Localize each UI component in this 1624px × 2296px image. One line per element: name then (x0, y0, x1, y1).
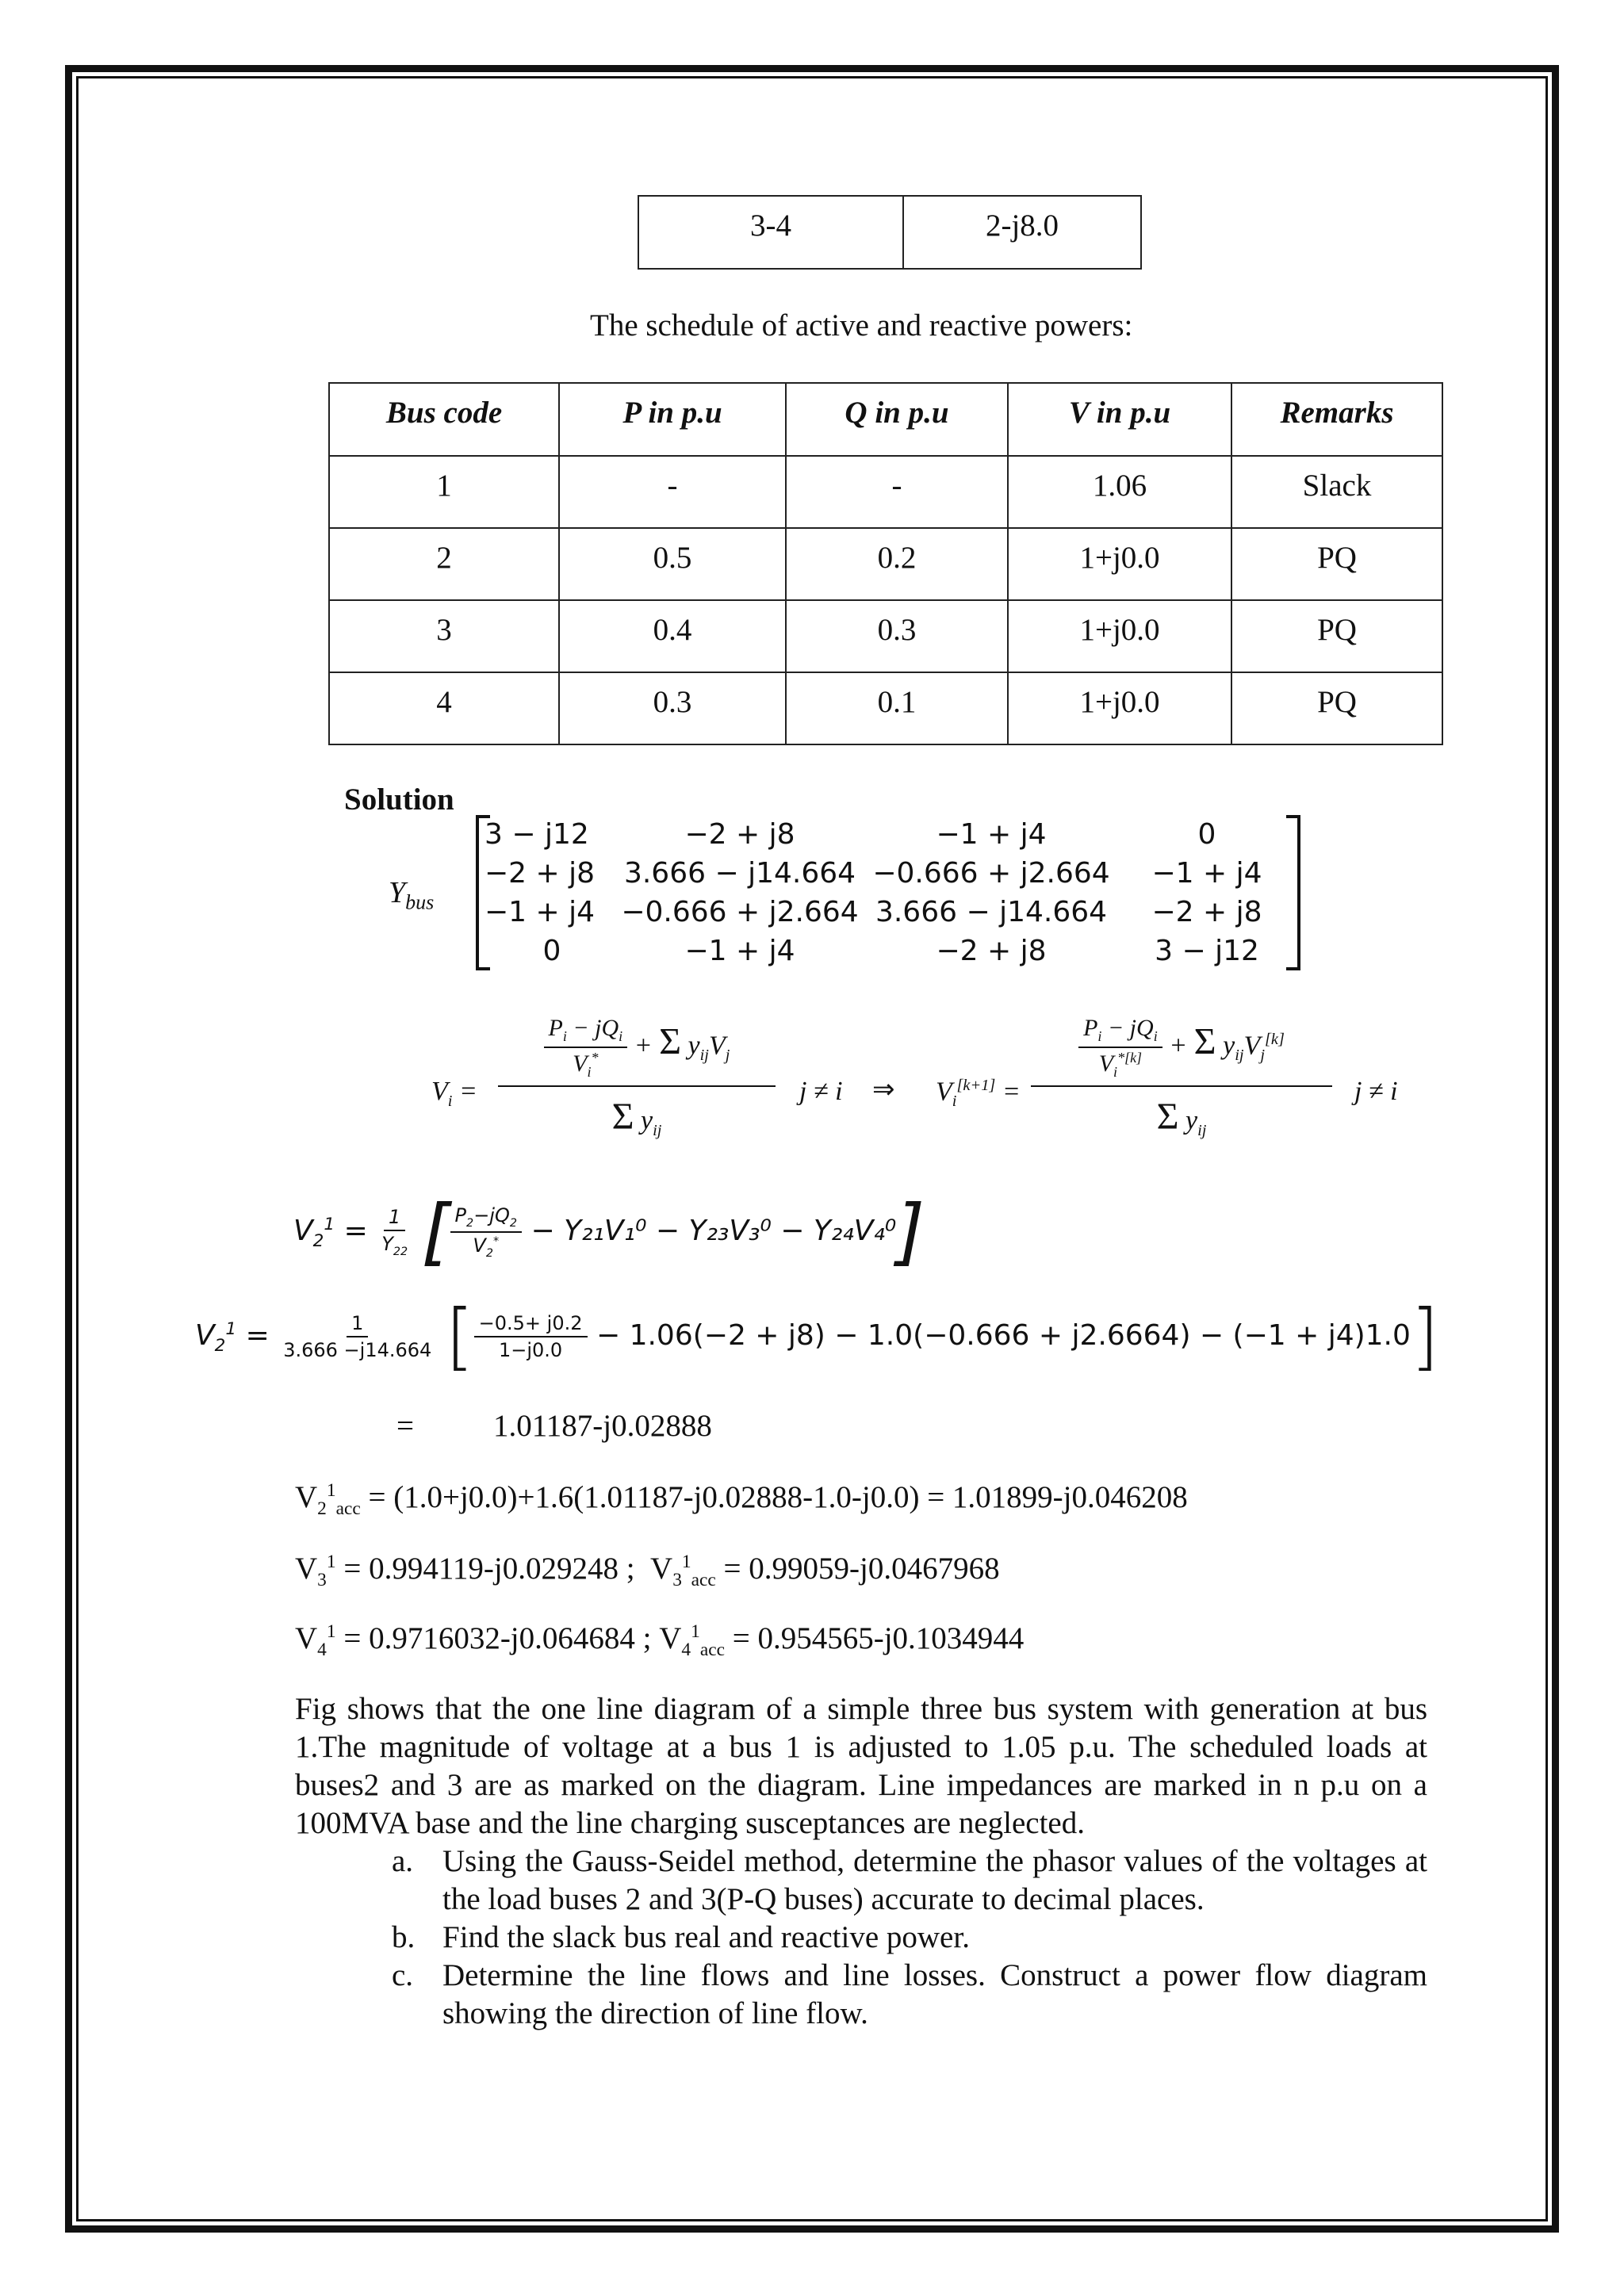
denominator: 3.666 −j14.664 (283, 1339, 432, 1361)
header-p: P in p.u (559, 383, 786, 456)
cell: PQ (1231, 672, 1442, 744)
ybus-subscript: bus (405, 890, 435, 914)
v2-acc-value: = (1.0+j0.0)+1.6(1.01187-j0.02888-1.0-j0.0) = 1.01899-j0.046208 (368, 1480, 1188, 1514)
result-value: 1.01187-j0.02888 (493, 1409, 712, 1443)
cell: PQ (1231, 600, 1442, 672)
branch-cell: 3-4 (638, 196, 903, 269)
ybus-entry: 3.666 − j14.664 (623, 857, 856, 890)
cell: - (786, 456, 1008, 528)
condition-left: j ≠ i (799, 1077, 843, 1106)
result-equals: = (396, 1409, 414, 1443)
v2-update-equation: $V_2^1$ = $\frac{1}{Y_{22}}$ [ $\frac{P_2-jQ_2}{V_2^*}$ − Y₂₁V₁⁰ − Y₂₃V₃⁰ − Y₂₄V₄⁰] (293, 1189, 925, 1274)
ybus-symbol: Y (389, 876, 406, 909)
header-v: V in p.u (1008, 383, 1231, 456)
cell: 1 (329, 456, 559, 528)
implies-arrow: ⇒ (872, 1075, 895, 1104)
list-item (392, 1843, 1427, 1919)
ybus-entry: −2 + j8 (1151, 896, 1262, 928)
cell: 2 (329, 528, 559, 600)
line-data-table-fragment (638, 195, 1142, 270)
one: 1 (384, 1206, 405, 1231)
ybus-entry: −1 + j4 (936, 818, 1047, 851)
schedule-table (328, 382, 1443, 745)
v2-acc-line: $V_2^1_{acc} = (1.0+j0.0)+1.6(1.01187-j0.02888-1.0-j0.0) = 1.01899-j0.046208$ (295, 1480, 1188, 1519)
task-text: Determine the line flows and line losses. Construct a power flow diagram showing the direction of line flow. (442, 1958, 1427, 2030)
numerator-bottom: 1−j0.0 (498, 1339, 563, 1361)
ybus-entry: −2 + j8 (936, 935, 1047, 967)
ybus-entry: −1 + j4 (485, 896, 596, 928)
v3-acc-value: = 0.99059-j0.0467968 (723, 1552, 1000, 1586)
problem-statement: Fig shows that the one line diagram of a simple three bus system with generation at bus 1.The magnitude of voltage at a bus 1 is adjusted to 1.05 p.u. The scheduled loads at buses2 and 3 are as marked on the diagram. Line impedances are marked in n p.u on a 100MVA base and the line charging susceptances are neglected. (295, 1692, 1427, 1840)
ybus-entry: −2 + j8 (485, 857, 596, 890)
cell: 0.2 (786, 528, 1008, 600)
table-row (329, 672, 1442, 744)
cell: 1+j0.0 (1008, 672, 1231, 744)
ybus-entries (484, 815, 1291, 970)
cell: 4 (329, 672, 559, 744)
gauss-seidel-formula: $V_i$ = $\frac{P_i - jQ_i}{V_i^*}$ + Σ $y_{ij}V_j$ Σ $y_{ij}$ j ≠ i ⇒ $V_i[k+1]$ = $\frac{P_i - jQ_i}{V_i^{*[k]}}$ + Σ $y_{ij}V_j[k]$ Σ $y_{ij}$ j ≠ i (431, 1015, 1398, 1139)
cell: 3 (329, 600, 559, 672)
v2-symbol: V (293, 1215, 313, 1247)
list-item (392, 1919, 1427, 1957)
ybus-entry: −1 + j4 (1151, 857, 1262, 890)
v3-line: $V_3^1 = 0.994119-j0.029248$ ; $V_3^1_{acc} = 0.99059-j0.0467968$ (295, 1552, 1000, 1590)
table-row (329, 528, 1442, 600)
cell: PQ (1231, 528, 1442, 600)
v2-numeric-equation: $V_2^1$ = $\frac{1}{3.666 -j14.664}$ [ $\frac{-0.5+ j0.2}{1-j0.0}$ − 1.06(−2 + j8) − 1.0(−0.666 + j2.6664) − (−1 + j4)1.0] (195, 1294, 1439, 1379)
v2-equation-terms: − Y₂₁V₁⁰ − Y₂₃V₃⁰ − Y₂₄V₄⁰ (530, 1215, 897, 1247)
ybus-entry: 3 − j12 (485, 818, 589, 851)
y22-symbol: Y (381, 1233, 393, 1256)
header-remarks: Remarks (1231, 383, 1442, 456)
v4-acc-value: = 0.954565-j0.1034944 (732, 1621, 1025, 1655)
cell: 1+j0.0 (1008, 528, 1231, 600)
ybus-label (389, 875, 434, 915)
power-over-voltage-fraction: $\frac{P_i - jQ_i}{V_i^*}$ (544, 1015, 628, 1081)
v4-value: = 0.9716032-j0.064684 ; (343, 1621, 652, 1655)
vi-symbol: V (431, 1077, 448, 1106)
ybus-entry: 3 − j12 (1155, 935, 1259, 967)
v3-value: = 0.994119-j0.029248 ; (343, 1552, 635, 1586)
task-text: Find the slack bus real and reactive power. (442, 1920, 970, 1954)
cell: Slack (1231, 456, 1442, 528)
schedule-caption: The schedule of active and reactive powers: (590, 308, 1133, 342)
cell: 1+j0.0 (1008, 600, 1231, 672)
header-bus-code: Bus code (329, 383, 559, 456)
ybus-entry: −1 + j4 (684, 935, 795, 967)
cell: 1.06 (1008, 456, 1231, 528)
v4-line: $V_4^1 = 0.9716032-j0.064684$ ; $V_4^1_{acc} = 0.954565-j0.1034944$ (295, 1621, 1025, 1660)
solution-heading: Solution (344, 783, 454, 817)
ybus-entry: −0.666 + j2.664 (872, 857, 1110, 890)
task-marker: c. (392, 1958, 414, 1992)
ybus-entry: 0 (542, 935, 561, 967)
cell: 0.4 (559, 600, 786, 672)
cell: - (559, 456, 786, 528)
p-symbol: P (548, 1015, 563, 1041)
cell: 0.3 (559, 672, 786, 744)
cell: 0.3 (786, 600, 1008, 672)
ybus-entry: 0 (1197, 818, 1216, 851)
numeric-terms: − 1.06(−2 + j8) − 1.0(−0.666 + j2.6664) − (−1 + j4)1.0 (596, 1319, 1411, 1352)
ybus-matrix (476, 815, 1300, 970)
numerator-top: −0.5+ j0.2 (474, 1312, 588, 1337)
list-item (392, 1957, 1427, 2033)
ybus-entry: −2 + j8 (684, 818, 795, 851)
header-q: Q in p.u (786, 383, 1008, 456)
task-list (392, 1843, 1427, 2033)
task-marker: b. (392, 1920, 416, 1954)
task-text: Using the Gauss-Seidel method, determine the phasor values of the voltages at the load buses 2 and 3(P-Q buses) accurate to decimal places. (442, 1844, 1427, 1916)
task-marker: a. (392, 1844, 414, 1878)
table-row (329, 456, 1442, 528)
ybus-entry: −0.666 + j2.664 (621, 896, 859, 928)
cell: 0.1 (786, 672, 1008, 744)
cell: 0.5 (559, 528, 786, 600)
table-row (329, 600, 1442, 672)
ybus-entry: 3.666 − j14.664 (875, 896, 1108, 928)
impedance-cell: 2-j8.0 (903, 196, 1141, 269)
